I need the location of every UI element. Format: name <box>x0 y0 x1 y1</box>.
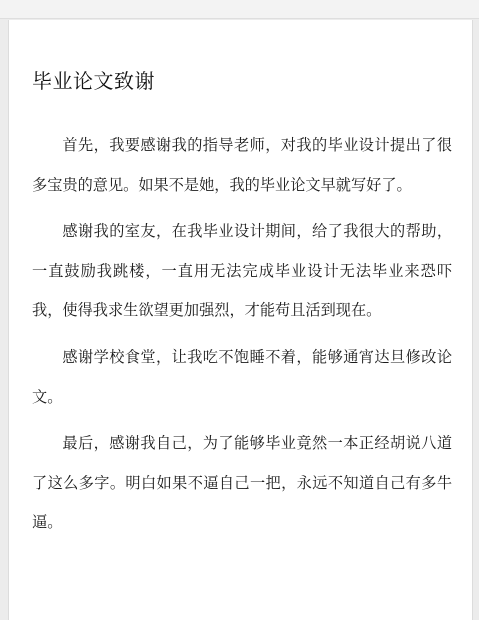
paragraph-canteen: 感谢学校食堂，让我吃不饱睡不着，能够通宵达旦修改论文。 <box>32 347 452 406</box>
top-toolbar-strip <box>0 0 479 19</box>
document-page <box>8 20 473 620</box>
document-body <box>32 126 452 550</box>
paragraph-advisor: 首先，我要感谢我的指导老师，对我的毕业设计提出了很多宝贵的意见。如果不是她，我的毕业论文早就写好了。 <box>32 136 452 194</box>
paragraph-self: 最后，感谢我自己，为了能够毕业竟然一本正经胡说八道了这么多字。明白如果不逼自己一把，永远不知道自己有多牛逼。 <box>32 434 452 532</box>
document-title: 毕业论文致谢 <box>32 69 155 93</box>
paragraph-roommate: 感谢我的室友，在我毕业设计期间，给了我很大的帮助，一直鼓励我跳楼，一直用无法完成毕业设计无法毕业来恐吓我，使得我求生欲望更加强烈，才能苟且活到现在。 <box>32 222 452 320</box>
